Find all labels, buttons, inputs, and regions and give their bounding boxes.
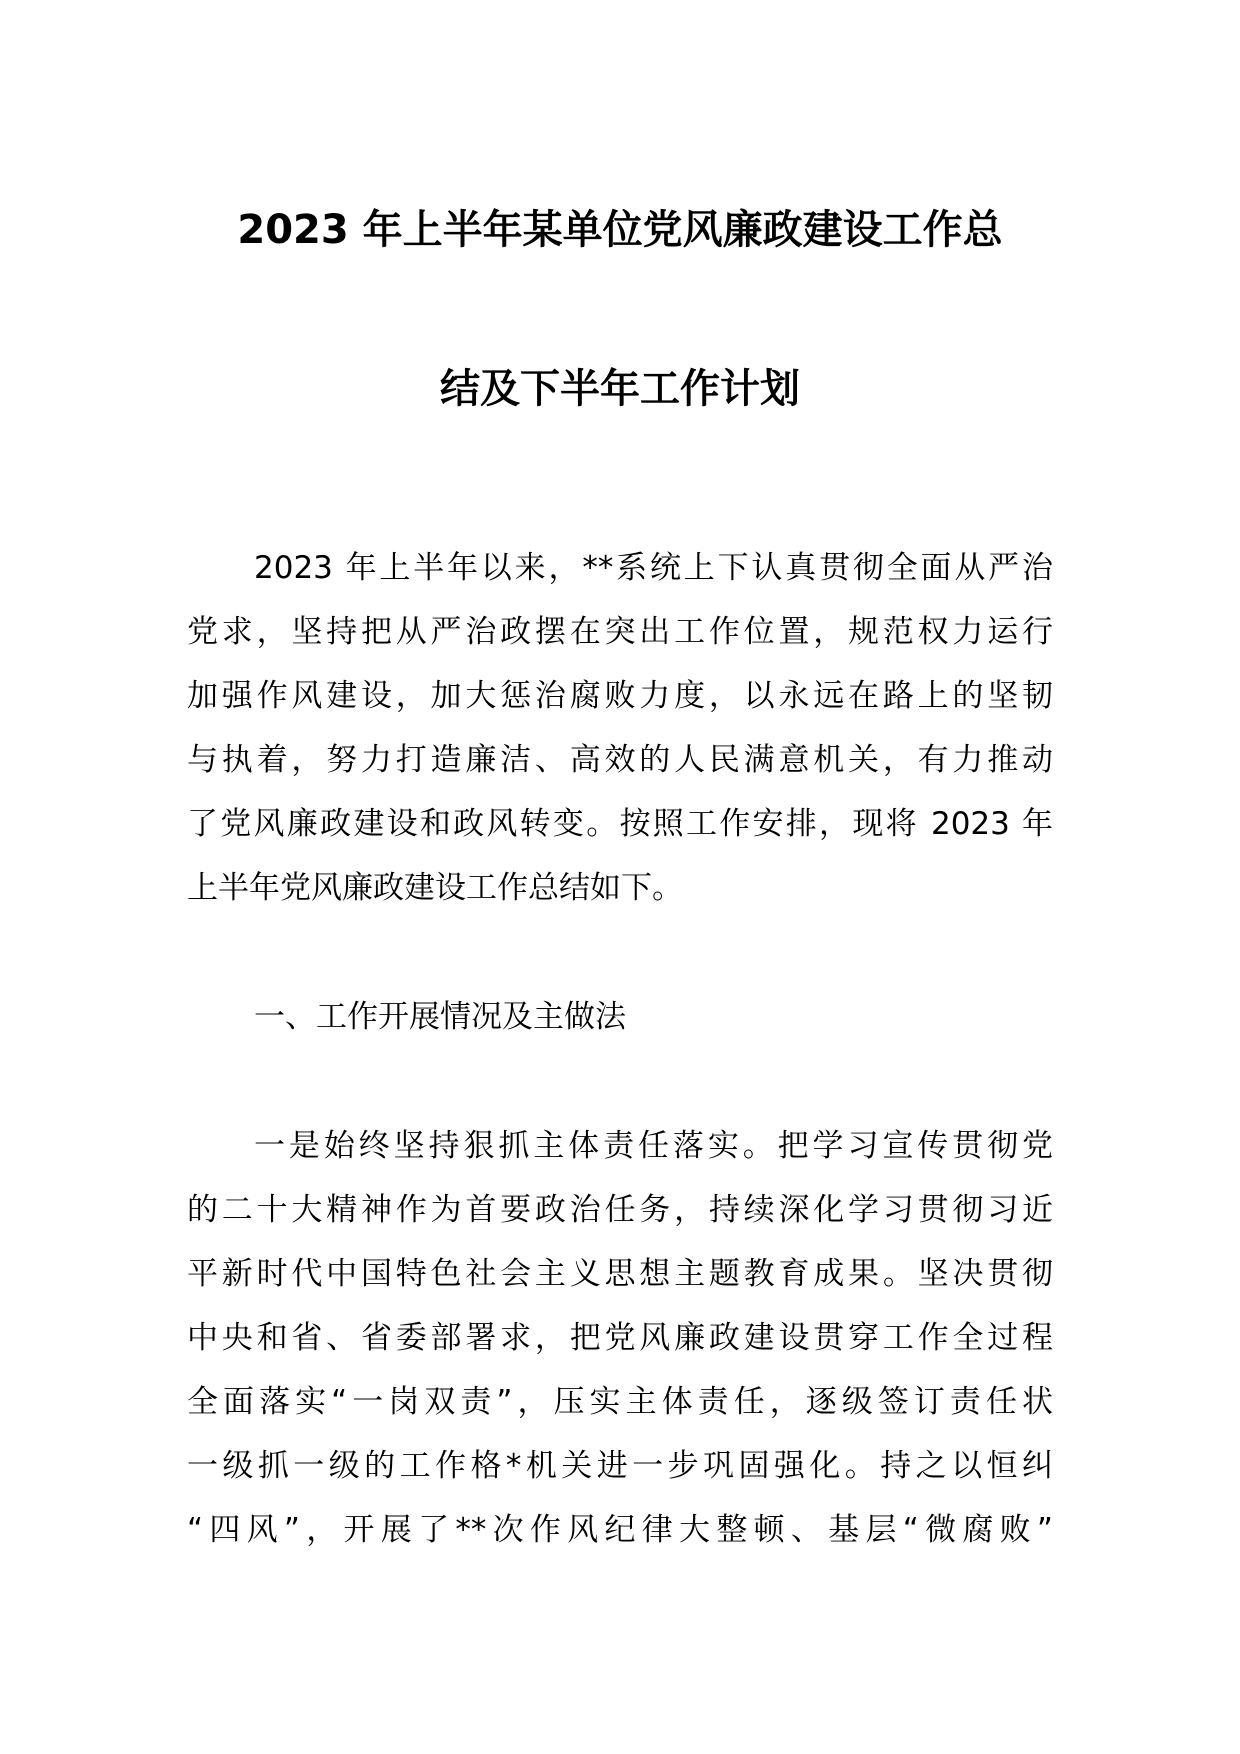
intro-paragraph-line: 了党风廉政建设和政风转变。按照工作安排，现将 2023 年: [187, 806, 1053, 842]
document-title-line-1: 2023 年上半年某单位党风廉政建设工作总: [237, 207, 1003, 253]
intro-paragraph-line: 2023 年上半年以来，**系统上下认真贯彻全面从严治: [254, 550, 1053, 586]
section-paragraph-line: “四风”，开展了**次作风纪律大整顿、基层“微腐败”: [187, 1512, 1053, 1548]
section-heading: 一、工作开展情况及主做法: [254, 999, 626, 1035]
section-paragraph-line: 的二十大精神作为首要政治任务，持续深化学习贯彻习近: [187, 1192, 1053, 1228]
section-paragraph-line: 中央和省、省委部署求，把党风廉政建设贯穿工作全过程: [187, 1320, 1053, 1356]
section-paragraph-line: 一级抓一级的工作格*机关进一步巩固强化。持之以恒纠: [187, 1448, 1053, 1484]
section-paragraph-line: 全面落实“一岗双责”，压实主体责任，逐级签订责任状: [187, 1384, 1053, 1420]
intro-paragraph-line: 党求，坚持把从严治政摆在突出工作位置，规范权力运行: [187, 614, 1053, 650]
section-paragraph-line: 一是始终坚持狠抓主体责任落实。把学习宣传贯彻党: [254, 1128, 1053, 1164]
intro-paragraph-line: 加强作风建设，加大惩治腐败力度，以永远在路上的坚韧: [187, 678, 1053, 714]
intro-paragraph-line: 上半年党风廉政建设工作总结如下。: [187, 870, 683, 906]
document-title-line-2: 结及下半年工作计划: [440, 366, 800, 412]
intro-paragraph-line: 与执着，努力打造廉洁、高效的人民满意机关，有力推动: [187, 742, 1053, 778]
section-paragraph-line: 平新时代中国特色社会主义思想主题教育成果。坚决贯彻: [187, 1256, 1053, 1292]
